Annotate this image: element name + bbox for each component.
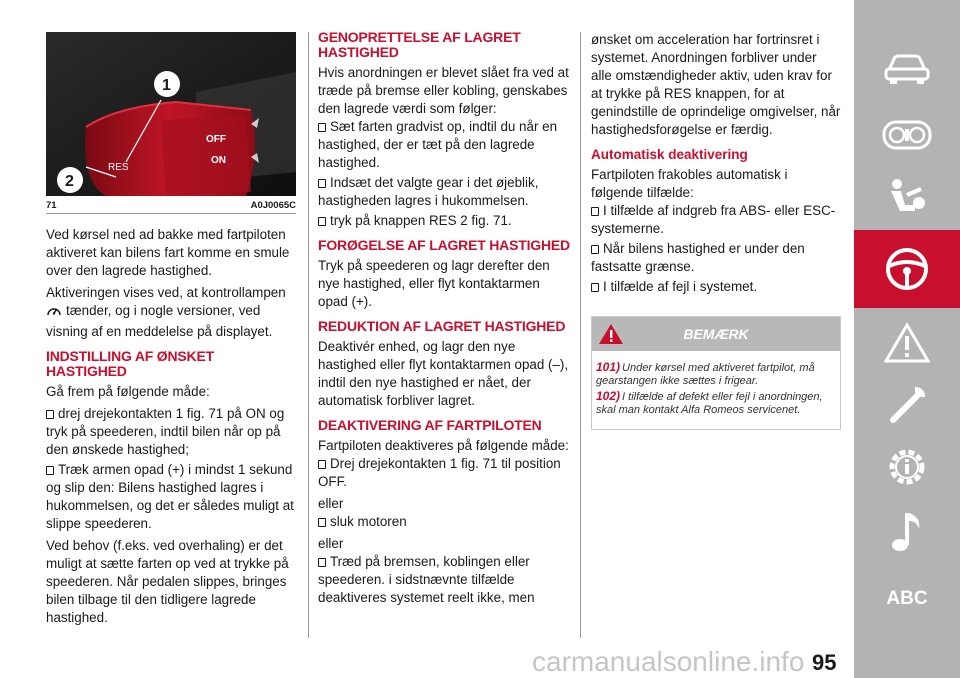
sidebar-item-maintenance[interactable] [854, 374, 960, 436]
note-box [591, 316, 841, 430]
checkbox-bullet-icon [318, 217, 326, 226]
paragraph-indicator: Aktiveringen vises ved, at kontrollampen tænder, og i nogle versioner, ved visning af en meddelelse på displayet. [46, 285, 286, 339]
list-item: Når bilens hastighed er under den fastsatte grænse. [591, 241, 805, 274]
sidebar-item-car[interactable] [854, 38, 960, 100]
sidebar-item-warnings[interactable] [854, 312, 960, 374]
checkbox-bullet-icon [591, 283, 599, 292]
callout-1: 1 [162, 77, 171, 94]
column-1 [46, 32, 296, 631]
checkbox-bullet-icon [318, 558, 326, 567]
index-abc-label: ABC [886, 588, 928, 609]
warning-triangle-icon [884, 322, 930, 364]
list-item: drej drejekontakten 1 fig. 71 på ON og tryk på speederen, indtil bilen når op på den ønskede hastighed; [46, 406, 285, 457]
sidebar-item-dashboard[interactable] [854, 104, 960, 166]
watermark: carmanualsonline.info [532, 646, 805, 677]
paragraph: Fartpiloten frakobles automatisk i følgende tilfælde: [591, 167, 788, 200]
or-text: eller [318, 536, 344, 551]
seat-person-icon [883, 177, 931, 221]
checkbox-bullet-icon [318, 518, 326, 527]
sidebar-item-driving[interactable] [854, 230, 960, 308]
note-body [592, 351, 840, 429]
list-item: sluk motoren [318, 513, 570, 531]
sidebar-item-multimedia[interactable] [854, 500, 960, 562]
speedometer-lamp-icon [46, 304, 62, 323]
list-item: Træd på bremsen, koblingen eller speederen. i sidstnævnte tilfælde deaktiveres systemet reelt ikke, men [318, 554, 535, 605]
list-item: I tilfælde af indgreb fra ABS- eller ESC-systemerne. [591, 203, 836, 236]
list-item: tryk på knappen RES 2 fig. 71. [318, 212, 570, 230]
paragraph: Gå frem på følgende måde: [46, 384, 210, 399]
note-title: BEMÆRK [683, 326, 749, 342]
heading-restore-speed: GENOPRETTELSE AF LAGRET HASTIGHED [318, 29, 521, 60]
res-label: RES [108, 162, 129, 173]
sidebar-item-safety[interactable] [854, 168, 960, 230]
note-item: 102) I tilfælde af defekt eller fejl i anordningen, skal man kontakt Alfa Romeos servicenet. [596, 389, 823, 416]
note-item: 101) Under kørsel med aktiveret fartpilot, må gearstangen ikke sættes i frigear. [596, 360, 815, 387]
page-number: 95 [812, 650, 837, 675]
steering-wheel-icon [884, 246, 930, 292]
paragraph: Fartpiloten deaktiveres på følgende måde: [318, 438, 569, 453]
chapter-sidebar [854, 0, 960, 678]
column-divider [580, 32, 581, 638]
lever-illustration [46, 32, 296, 196]
column-2 [318, 30, 570, 609]
checkbox-bullet-icon [591, 245, 599, 254]
heading-auto-deactivation: Automatisk deaktivering [591, 147, 748, 162]
checkbox-bullet-icon [46, 466, 54, 475]
music-note-icon [887, 509, 927, 553]
list-item: Sæt farten gradvist op, indtil du når en hastighed, der er tæt på den lagrede hastighed. [318, 119, 558, 170]
column-3 [591, 31, 841, 430]
column-divider [308, 32, 309, 638]
sidebar-item-index[interactable] [854, 568, 960, 630]
list-item: Indsæt det valgte gear i det øjeblik, hastigheden lagres i hukommelsen. [318, 175, 539, 208]
heading-deactivate: DEAKTIVERING AF FARTPILOTEN [318, 417, 542, 433]
off-label: OFF [206, 134, 226, 145]
cruise-control-lever-figure [46, 32, 296, 196]
paragraph: Ved behov (f.eks. ved overhaling) er det muligt at sætte farten op ved at trykke på speederen. Når pedalen slippes, bringes bilen tilbage til den tidligere lagrede hastighed. [46, 538, 289, 625]
dashboard-icon [882, 120, 932, 150]
checkbox-bullet-icon [318, 123, 326, 132]
list-item: Træk armen opad (+) i mindst 1 sekund og slip den: Bilens hastighed lagres i hukommelsen, og det er således muligt at slippe speederen. [46, 462, 294, 531]
heading-increase-speed: FORØGELSE AF LAGRET HASTIGHED [318, 237, 570, 253]
car-icon [883, 52, 931, 86]
paragraph: Hvis anordningen er blevet slået fra ved at træde på bremse eller kobling, genskabes den lagrede værdi som følger: [318, 65, 569, 116]
paragraph: ønsket om acceleration har fortrinsret i systemet. Anordningen forbliver under alle omstændigheder aktiv, uden krav for at trykke på RES knappen, for at genindstille de oprindelige omgivelser, når hastighedsforøgelse er færdig. [591, 32, 841, 137]
checkbox-bullet-icon [318, 460, 326, 469]
paragraph: Tryk på speederen og lagr derefter den nye hastighed, eller flyt kontaktarmen opad (+). [318, 258, 550, 309]
callout-2: 2 [65, 173, 74, 190]
gear-info-icon [884, 444, 930, 490]
sidebar-item-technical-data[interactable] [854, 436, 960, 498]
list-item: I tilfælde af fejl i systemet. [591, 278, 841, 296]
checkbox-bullet-icon [591, 207, 599, 216]
note-header [592, 317, 840, 351]
list-item: Drej drejekontakten 1 fig. 71 til position OFF. [318, 456, 561, 489]
paragraph: Ved kørsel ned ad bakke med fartpiloten aktiveret kan bilens fart komme en smule over den lagrede hastighed. [46, 227, 290, 278]
figure-code: A0J0065C [250, 200, 296, 211]
paragraph: Deaktivér enhed, og lagr den nye hastighed eller flyt kontaktarmen opad (–), indtil den nye hastighed er nået, der automatisk forbliver lagret. [318, 339, 569, 408]
checkbox-bullet-icon [318, 179, 326, 188]
on-label: ON [211, 155, 226, 166]
heading-reduce-speed: REDUKTION AF LAGRET HASTIGHED [318, 318, 566, 334]
figure-caption [46, 196, 296, 214]
checkbox-bullet-icon [46, 410, 54, 419]
wrench-icon [885, 383, 929, 427]
or-text: eller [318, 496, 344, 511]
heading-set-speed: INDSTILLING AF ØNSKET HASTIGHED [46, 348, 214, 379]
figure-number: 71 [46, 200, 57, 211]
